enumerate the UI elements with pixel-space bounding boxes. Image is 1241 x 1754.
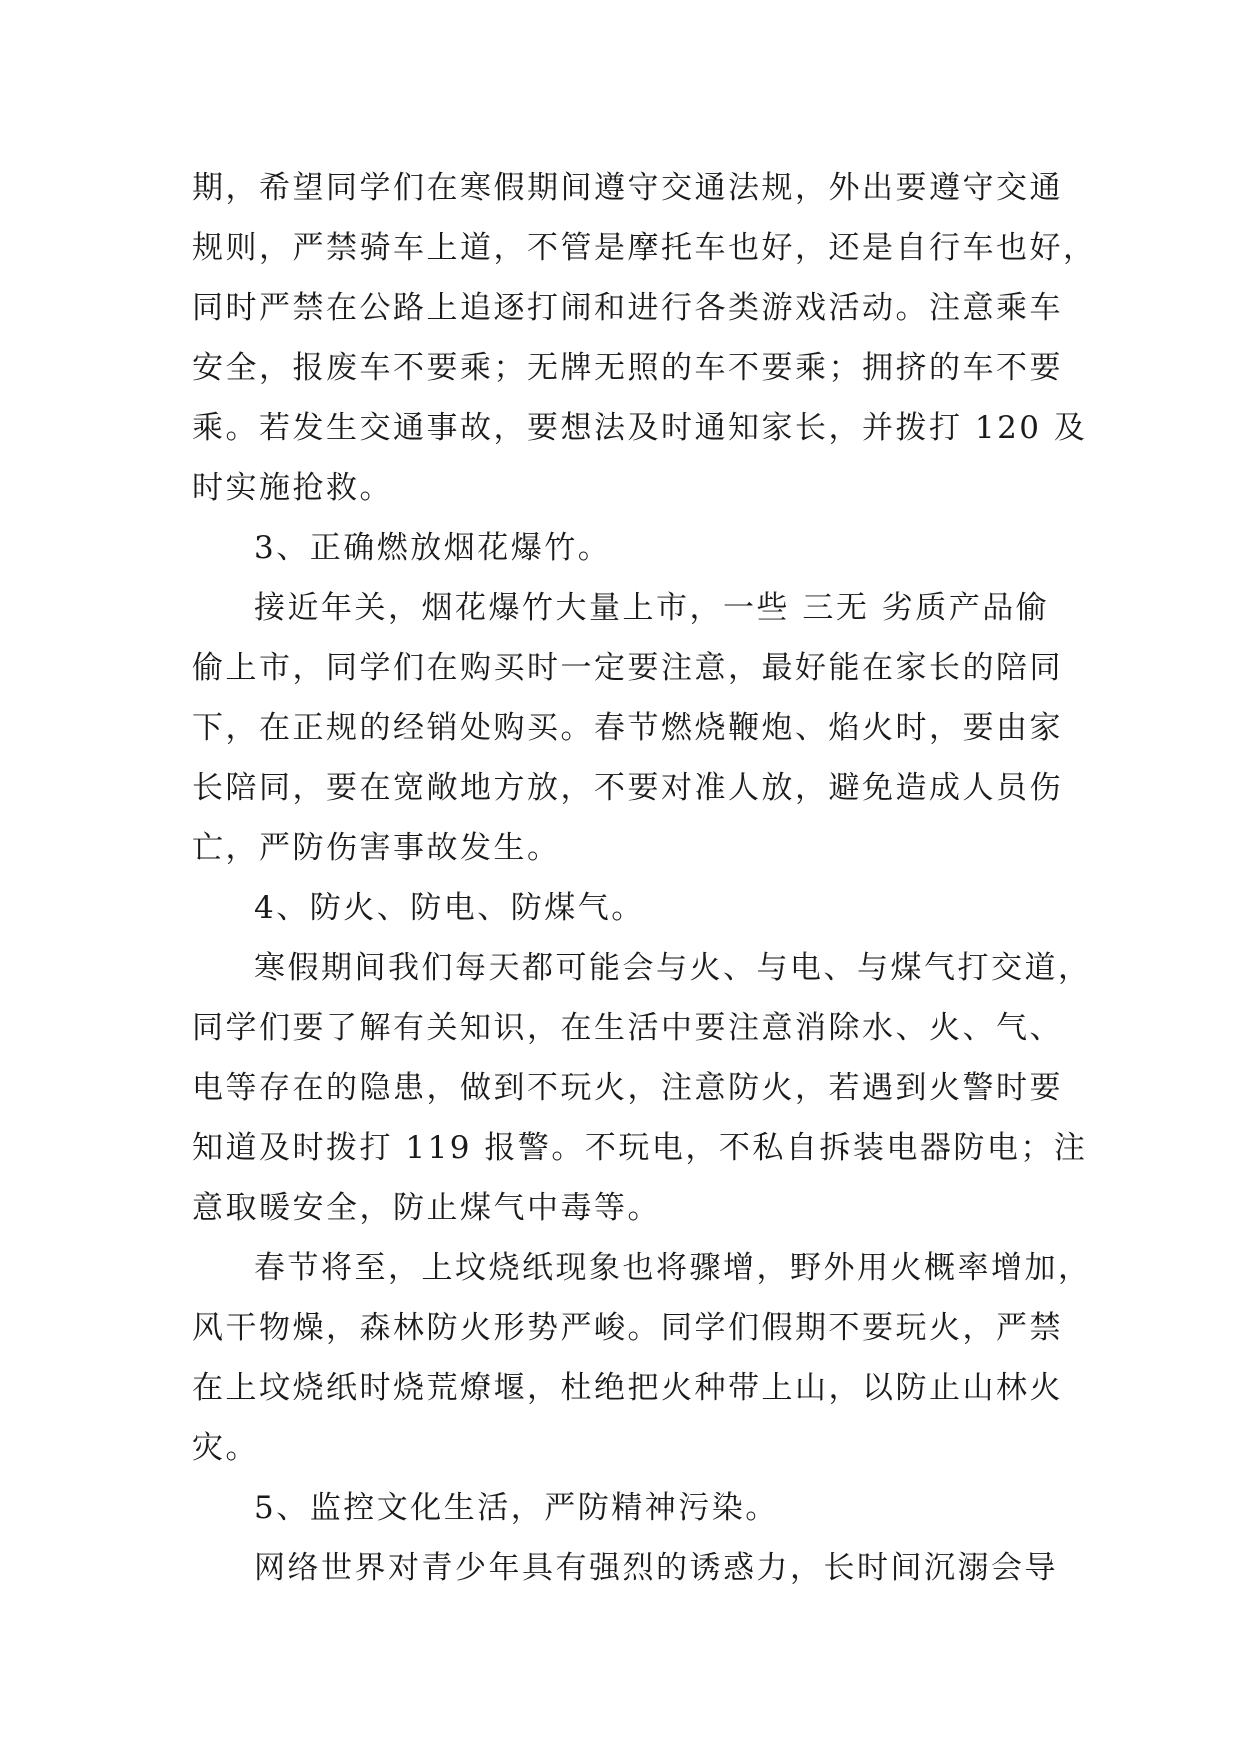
text-line: 同学们要了解有关知识，在生活中要注意消除水、火、气、 [192, 1010, 1063, 1046]
text-line: 灾。 [192, 1430, 259, 1466]
text-line: 亡，严防伤害事故发生。 [192, 830, 561, 866]
text-line: 风干物燥，森林防火形势严峻。同学们假期不要玩火，严禁 [192, 1310, 1063, 1346]
text-line: 4、防火、防电、防煤气。 [254, 890, 645, 926]
text-line: 意取暖安全，防止煤气中毒等。 [192, 1190, 661, 1226]
text-line: 在上坟烧纸时烧荒燎堰，杜绝把火种带上山，以防止山林火 [192, 1370, 1063, 1406]
text-line: 知道及时拨打 119 报警。不玩电，不私自拆装电器防电；注 [192, 1130, 1088, 1166]
text-line: 接近年关，烟花爆竹大量上市，一些 三无 劣质产品偷 [254, 590, 1050, 626]
text-line: 规则，严禁骑车上道，不管是摩托车也好，还是自行车也好， [192, 230, 1097, 266]
text-line: 春节将至，上坟烧纸现象也将骤增，野外用火概率增加， [254, 1250, 1092, 1286]
text-line: 偷上市，同学们在购买时一定要注意，最好能在家长的陪同 [192, 650, 1063, 686]
text-line: 同时严禁在公路上追逐打闹和进行各类游戏活动。注意乘车 [192, 290, 1063, 326]
text-line: 时实施抢救。 [192, 470, 393, 506]
text-line: 期，希望同学们在寒假期间遵守交通法规，外出要遵守交通 [192, 170, 1063, 206]
text-line: 电等存在的隐患，做到不玩火，注意防火，若遇到火警时要 [192, 1070, 1063, 1106]
text-line: 5、监控文化生活，严防精神污染。 [254, 1490, 779, 1526]
text-line: 长陪同，要在宽敞地方放，不要对准人放，避免造成人员伤 [192, 770, 1063, 806]
body-text [192, 158, 1097, 1598]
text-line: 乘。若发生交通事故，要想法及时通知家长，并拨打 120 及 [192, 410, 1088, 446]
text-line: 安全，报废车不要乘；无牌无照的车不要乘；拥挤的车不要 [192, 350, 1063, 386]
text-line: 网络世界对青少年具有强烈的诱惑力，长时间沉溺会导 [254, 1550, 1058, 1586]
text-line: 3、正确燃放烟花爆竹。 [254, 530, 612, 566]
text-line: 下，在正规的经销处购买。春节燃烧鞭炮、焰火时，要由家 [192, 710, 1063, 746]
text-line: 寒假期间我们每天都可能会与火、与电、与煤气打交道， [254, 950, 1092, 986]
